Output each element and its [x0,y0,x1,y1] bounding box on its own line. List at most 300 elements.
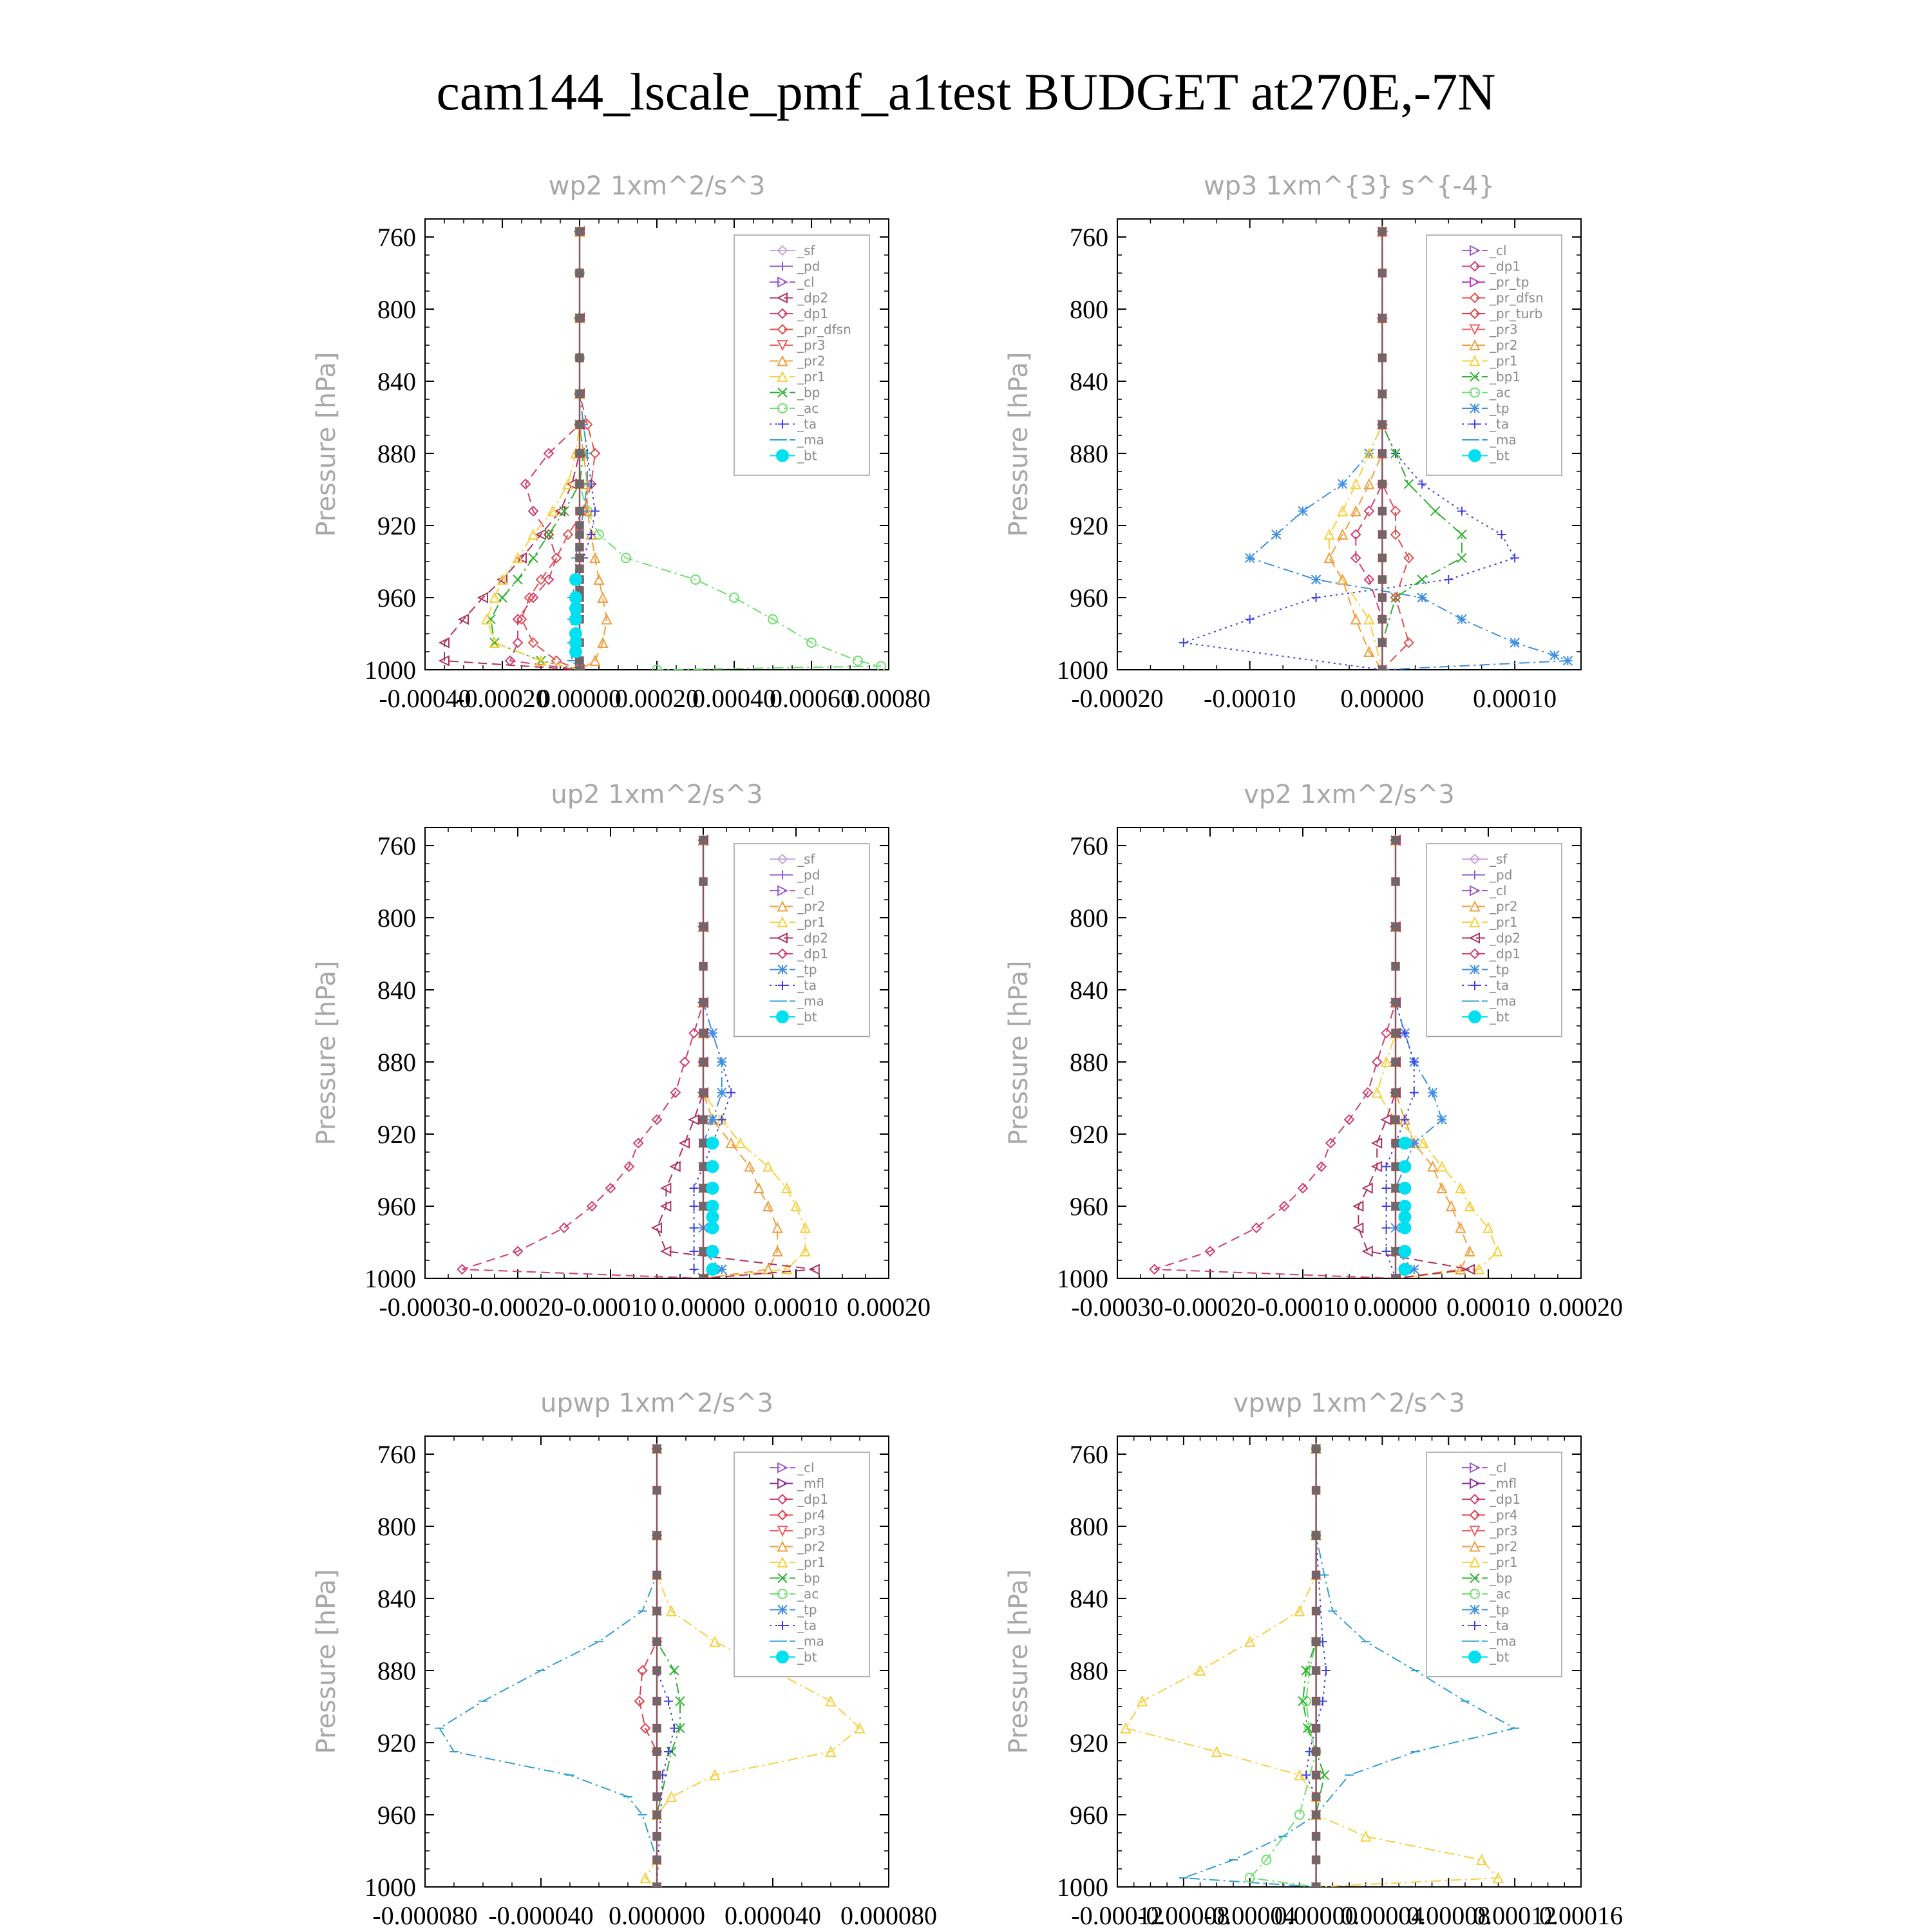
x-tick-label: -0.00020 [1164,1293,1256,1321]
x-tick-label: 0.000080 [840,1901,937,1930]
legend-entry-label: _dp1 [797,306,829,321]
y-tick-label: 800 [1070,295,1108,324]
legend-marker [778,965,787,974]
legend-entry-label: _pr2 [797,353,826,369]
series-point_bt [706,1222,718,1234]
series-point_gray [576,531,583,538]
y-tick-label: 800 [377,904,416,933]
legend-marker [1469,1011,1481,1023]
series-point_gray [1392,1116,1399,1124]
legend-entry-label: _cl [797,1460,815,1475]
series-point_gray [1378,554,1386,562]
y-tick-label: 840 [1070,367,1108,396]
series-point_bt [706,1264,718,1275]
series-point_gray [1312,1486,1320,1494]
series-point_gray [1392,1162,1399,1170]
panel-title: upwp 1xm^2/s^3 [540,1388,773,1418]
legend-entry-label: _pr3 [797,337,826,353]
series-point_tp [1437,1115,1446,1124]
legend-entry-label: _pd [1490,867,1513,883]
series-point_gray [1378,354,1386,362]
series-point_tp [1510,638,1519,647]
legend [734,1452,869,1677]
y-tick-label: 880 [377,1048,416,1077]
series-point_gray [1312,1856,1320,1864]
legend-entry-label: _ma [1490,993,1517,1009]
legend-entry-label: _cl [1490,883,1507,898]
legend-entry-label: _tp [1490,1602,1510,1618]
legend-marker [1469,1651,1481,1663]
legend-entry-label: _bt [797,448,817,464]
legend-entry-label: _tp [797,961,817,978]
x-tick-label: 0.00012 [1473,1901,1557,1930]
panel-title: vp2 1xm^2/s^3 [1244,780,1455,810]
y-tick-label: 960 [377,583,416,612]
legend-entry-label: _ma [1490,1633,1517,1649]
legend-entry-label: _pr2 [797,1539,826,1555]
series-point_bt [706,1160,718,1172]
series-point_gray [1312,1445,1320,1453]
x-tick-label: -0.00040 [379,684,471,713]
series-point_gray [653,1638,661,1645]
series-point_gray [653,1698,661,1705]
y-tick-label: 1000 [1057,1264,1108,1293]
panel-title: up2 1xm^2/s^3 [551,780,763,810]
series-point_gray [1312,1698,1320,1705]
legend-entry-label: _ta [797,978,817,993]
legend-entry-label: _pr1 [1490,353,1518,369]
series-point_bt [1399,1264,1410,1275]
legend-entry-label: _bp [1490,1570,1513,1586]
panel-title: wp3 1xm^{3} s^{-4} [1203,171,1495,201]
series-point_gray [576,390,583,398]
x-tick-label: -0.00020 [1071,684,1164,713]
series-point_gray [699,1139,707,1147]
legend-entry-label: _pr3 [1490,321,1518,337]
legend-entry-label: _pd [797,258,820,274]
x-tick-label: -0.00030 [1071,1293,1164,1321]
series-point_bt [1399,1211,1410,1223]
figure-title: cam144_lscale_pmf_a1test BUDGET at270E,-7N [436,62,1496,121]
y-tick-label: 1000 [365,656,416,685]
legend-entry-label: _dp2 [1490,930,1521,946]
series-point_gray [1392,1029,1399,1037]
series-point_gray [1392,1089,1399,1097]
series-point_gray [653,1748,661,1756]
series-point_gray [576,544,583,551]
legend-entry-label: _ma [797,1633,824,1649]
series-point_gray [1378,269,1386,277]
x-tick-label: 0.00000 [1340,684,1425,713]
legend-entry-label: _sf [1490,851,1508,867]
y-tick-label: 760 [377,223,416,252]
series-point_bt [570,603,582,614]
y-tick-label: 840 [1070,1584,1108,1613]
series-point_bt [570,646,582,658]
legend-entry-label: _bt [1490,448,1510,464]
x-tick-label: -0.000080 [372,1901,478,1930]
series-point_gray [1378,576,1386,583]
legend-entry-label: _sf [797,851,815,867]
legend-entry-label: _pr1 [797,369,826,384]
series-point_tp [1457,615,1466,624]
series-point_gray [1312,1748,1320,1756]
legend-entry-label: _bp [797,1570,820,1586]
y-axis-label: Pressure [hPa] [312,960,341,1146]
series-point_gray [1378,480,1386,488]
series-point_gray [1312,1833,1320,1841]
series-point_gray [576,314,583,322]
series-point_gray [1378,594,1386,601]
series-point_gray [1392,999,1399,1007]
series-point_gray [1312,1811,1320,1819]
x-tick-label: -0.00030 [379,1293,471,1321]
series-point_gray [1378,314,1386,322]
legend-entry-label: _pr1 [797,914,826,930]
legend-entry-label: _cl [1490,1460,1507,1475]
series-point_gray [1312,1638,1320,1645]
series-point_gray [1392,1184,1399,1192]
series-point_gray [699,1058,707,1066]
series-point_gray [699,1029,707,1037]
y-axis-label: Pressure [hPa] [1004,352,1034,537]
legend-entry-label: _ac [1490,1586,1511,1602]
legend-entry-label: _cl [797,883,815,898]
series-point_bt [706,1245,718,1257]
series-point_gray [576,480,583,488]
series-point_tp [708,1028,717,1037]
legend [1426,844,1562,1037]
series-point_gray [1312,1725,1320,1732]
series-point_gray [699,878,707,886]
x-tick-label: 0.000040 [724,1901,821,1930]
legend-entry-label: _sf [797,243,815,258]
y-tick-label: 840 [377,367,416,396]
series-point_gray [699,999,707,1007]
legend-entry-label: _mfl [797,1475,825,1492]
y-tick-label: 960 [1070,1801,1108,1830]
series-point_gray [1392,1202,1399,1210]
legend-entry-label: _ma [797,993,824,1009]
y-axis-label: Pressure [hPa] [1004,960,1034,1146]
legend-entry-label: _dp1 [1490,258,1521,274]
series-point_gray [653,1531,661,1539]
series-point_gray [1312,1667,1320,1674]
x-tick-label: 0.00010 [754,1293,838,1321]
legend-entry-label: _ta [1490,1618,1510,1633]
series-point_gray [1392,837,1399,844]
series-point_gray [699,1184,707,1192]
legend-entry-label: _bt [1490,1649,1510,1665]
legend-entry-label: _dp1 [1490,1492,1521,1507]
y-tick-label: 920 [1070,1120,1108,1149]
legend-entry-label: _ta [1490,416,1510,432]
series-point_gray [576,228,583,236]
y-tick-label: 760 [377,831,416,860]
series-point_bt [1399,1137,1410,1149]
series-point_tp [1338,480,1347,489]
legend-entry-label: _pd [797,867,820,883]
legend-entry-label: _bp [797,384,820,401]
series-point_gray [653,1486,661,1494]
series-point_bt [706,1137,718,1149]
series-point_gray [576,421,583,428]
legend-entry-label: _tp [797,1602,817,1618]
legend-entry-label: _ma [797,432,824,448]
x-tick-label: 0.00008 [1406,1901,1491,1930]
legend-entry-label: _pr_dfsn [797,321,851,337]
y-tick-label: 800 [1070,1512,1108,1541]
legend-marker [777,1011,788,1023]
legend-entry-label: _pr4 [797,1507,826,1523]
y-tick-label: 920 [1070,511,1108,540]
series-point_gray [653,1833,661,1841]
series-point_gray [699,1089,707,1097]
y-tick-label: 960 [377,1192,416,1221]
series-point_tp [1298,507,1307,516]
legend-entry-label: _ta [797,1618,817,1633]
series-point_gray [576,565,583,573]
series-point_bt [570,592,582,603]
series-point_tp [1272,530,1281,539]
series-point_gray [1378,390,1386,398]
series-point_gray [1378,639,1386,647]
series-point_gray [1392,878,1399,886]
legend-marker [778,1605,787,1615]
series-point_gray [1392,923,1399,931]
series-point_gray [1378,507,1386,515]
legend-entry-label: _pr3 [1490,1523,1518,1539]
series-point_gray [1312,1771,1320,1779]
series-point_bt [1399,1200,1410,1212]
series-point_gray [1392,1247,1399,1255]
series-point_tp [1428,1088,1437,1097]
legend-entry-label: _dp2 [797,930,829,946]
legend-entry-label: _pr2 [797,898,826,914]
series-point_bt [706,1182,718,1194]
x-tick-label: 0.00000 [538,684,621,713]
legend-entry-label: _dp1 [797,1492,829,1507]
legend-entry-label: _dp1 [1490,946,1521,961]
x-tick-label: -0.00008 [1137,1901,1230,1930]
series-point_gray [1392,1139,1399,1147]
x-tick-label: 0.00000 [1274,1901,1358,1930]
legend-entry-label: _ac [797,401,819,416]
x-tick-label: 0.00040 [692,684,776,713]
y-tick-label: 800 [1070,904,1108,933]
series-point_tp [1312,575,1321,584]
legend-entry-label: _dp1 [797,946,829,961]
x-tick-label: -0.00010 [564,1293,657,1321]
series-point_gray [576,450,583,457]
series-point_gray [576,354,583,362]
y-tick-label: 800 [377,295,416,324]
legend-entry-label: _ta [797,416,817,432]
series-point_gray [576,269,583,277]
legend [734,844,869,1037]
series-point_gray [653,1856,661,1864]
y-axis-label: Pressure [hPa] [312,352,341,537]
y-tick-label: 880 [1070,1048,1108,1077]
series-point_gray [1378,228,1386,236]
series-point_gray [699,1162,707,1170]
series-point_gray [653,1811,661,1819]
y-tick-label: 1000 [1057,656,1108,685]
series-point_tp [1417,593,1426,602]
y-tick-label: 920 [1070,1728,1108,1757]
y-tick-label: 1000 [365,1873,416,1902]
x-tick-label: 0.00020 [615,684,699,713]
series-point_bt [1399,1182,1410,1194]
series-point_gray [653,1771,661,1779]
y-tick-label: 840 [377,976,416,1005]
series-point_gray [653,1445,661,1453]
y-tick-label: 880 [377,439,416,468]
legend-entry-label: _bp1 [1490,369,1521,384]
legend-entry-label: _pr3 [797,1523,826,1539]
y-tick-label: 800 [377,1512,416,1541]
series-point_gray [1312,1793,1320,1801]
legend-marker [1470,1605,1479,1615]
y-tick-label: 1000 [365,1264,416,1293]
legend-entry-label: _ac [797,1586,819,1602]
y-tick-label: 880 [1070,439,1108,468]
x-tick-label: 0.00000 [661,1293,745,1321]
series-point_tp [717,1088,726,1097]
series-point_bt [1399,1245,1410,1257]
legend-entry-label: _tp [1490,961,1510,978]
series-point_bt [706,1200,718,1212]
x-tick-label: -0.00010 [1256,1293,1349,1321]
legend-entry-label: _ta [1490,978,1510,993]
legend-entry-label: _tp [1490,401,1510,416]
legend-marker [1470,404,1479,413]
series-point_bt [706,1211,718,1223]
x-tick-label: 0.00080 [847,684,931,713]
x-tick-label: 0.00000 [1354,1293,1437,1321]
legend [1426,235,1562,475]
legend-entry-label: _pr_turb [1490,306,1543,321]
y-tick-label: 920 [377,1120,416,1149]
legend-entry-label: _pr1 [797,1555,826,1570]
series-point_gray [653,1725,661,1732]
series-point_bt [570,614,582,625]
series-point_gray [1312,1531,1320,1539]
x-tick-label: -0.00020 [456,684,549,713]
x-tick-label: -0.000040 [488,1901,594,1930]
series-point_tp [1563,656,1572,665]
legend-marker [1470,965,1479,974]
legend-entry-label: _pr_tp [1490,274,1530,290]
y-tick-label: 880 [377,1656,416,1685]
series-point_gray [699,963,707,971]
y-tick-label: 760 [1070,831,1108,860]
panel-title: wp2 1xm^2/s^3 [548,171,766,201]
x-tick-label: 0.00016 [1539,1901,1623,1930]
y-tick-label: 880 [1070,1656,1108,1685]
x-tick-label: -0.00010 [1204,684,1296,713]
series-point_gray [699,837,707,844]
y-tick-label: 960 [377,1801,416,1830]
series-point_tp [717,1057,726,1066]
x-tick-label: 0.00010 [1446,1293,1530,1321]
series-point_bt [570,574,582,585]
y-tick-label: 960 [1070,583,1108,612]
legend-entry-label: _pr2 [1490,337,1518,353]
y-tick-label: 960 [1070,1192,1108,1221]
series-point_bt [1399,1160,1410,1172]
legend-entry-label: _cl [1490,243,1507,258]
x-tick-label: 0.00010 [1473,684,1557,713]
x-tick-label: -0.00020 [471,1293,564,1321]
series-point_gray [1312,1571,1320,1579]
series-point_gray [653,1667,661,1674]
y-tick-label: 840 [377,1584,416,1613]
legend [1426,1452,1562,1677]
series-point_gray [576,507,583,515]
y-tick-label: 840 [1070,976,1108,1005]
legend-entry-label: _cl [797,274,815,290]
legend [734,235,869,475]
series-point_gray [699,1202,707,1210]
x-tick-label: -0.00004 [1204,1901,1296,1930]
legend-entry-label: _pr_dfsn [1490,290,1544,306]
series-point_tp [1245,553,1255,562]
series-point_gray [653,1571,661,1579]
legend-entry-label: _bt [797,1009,817,1025]
legend-entry-label: _ac [1490,384,1511,401]
series-point_gray [653,1793,661,1801]
legend-entry-label: _pr1 [1490,1555,1518,1570]
y-axis-label: Pressure [hPa] [1004,1569,1034,1754]
legend-entry-label: _pr2 [1490,1539,1518,1555]
x-tick-label: 0.00020 [1539,1293,1623,1321]
x-tick-label: -0.00012 [1071,1901,1164,1930]
series-point_tp [1550,651,1559,660]
legend-entry-label: _pr1 [1490,914,1518,930]
legend-marker [777,450,788,462]
legend-entry-label: _pr4 [1490,1507,1518,1523]
y-tick-label: 920 [377,511,416,540]
x-tick-label: 0.00004 [1340,1901,1425,1930]
y-axis-label: Pressure [hPa] [312,1569,341,1754]
x-tick-label: 0.00020 [847,1293,931,1321]
series-point_gray [1392,963,1399,971]
series-point_gray [1312,1607,1320,1615]
y-tick-label: 1000 [1057,1873,1108,1902]
series-point_gray [576,554,583,562]
legend-marker [1469,450,1481,462]
y-tick-label: 760 [377,1440,416,1469]
legend-entry-label: _pr2 [1490,898,1518,914]
y-tick-label: 760 [1070,223,1108,252]
legend-marker [777,1651,788,1663]
series-point_gray [699,1116,707,1124]
series-point_gray [576,522,583,529]
legend-entry-label: _bt [1490,1009,1510,1025]
y-tick-label: 920 [377,1728,416,1757]
legend-entry-label: _ma [1490,432,1517,448]
series-point_gray [653,1607,661,1615]
series-point_gray [1392,1058,1399,1066]
series-point_gray [699,923,707,931]
legend-entry-label: _bt [797,1649,817,1665]
panel-title: vpwp 1xm^2/s^3 [1233,1388,1466,1418]
y-tick-label: 760 [1070,1440,1108,1469]
x-tick-label: 0.00060 [770,684,853,713]
series-point_tp [708,1115,717,1124]
legend-entry-label: _dp2 [797,290,829,306]
